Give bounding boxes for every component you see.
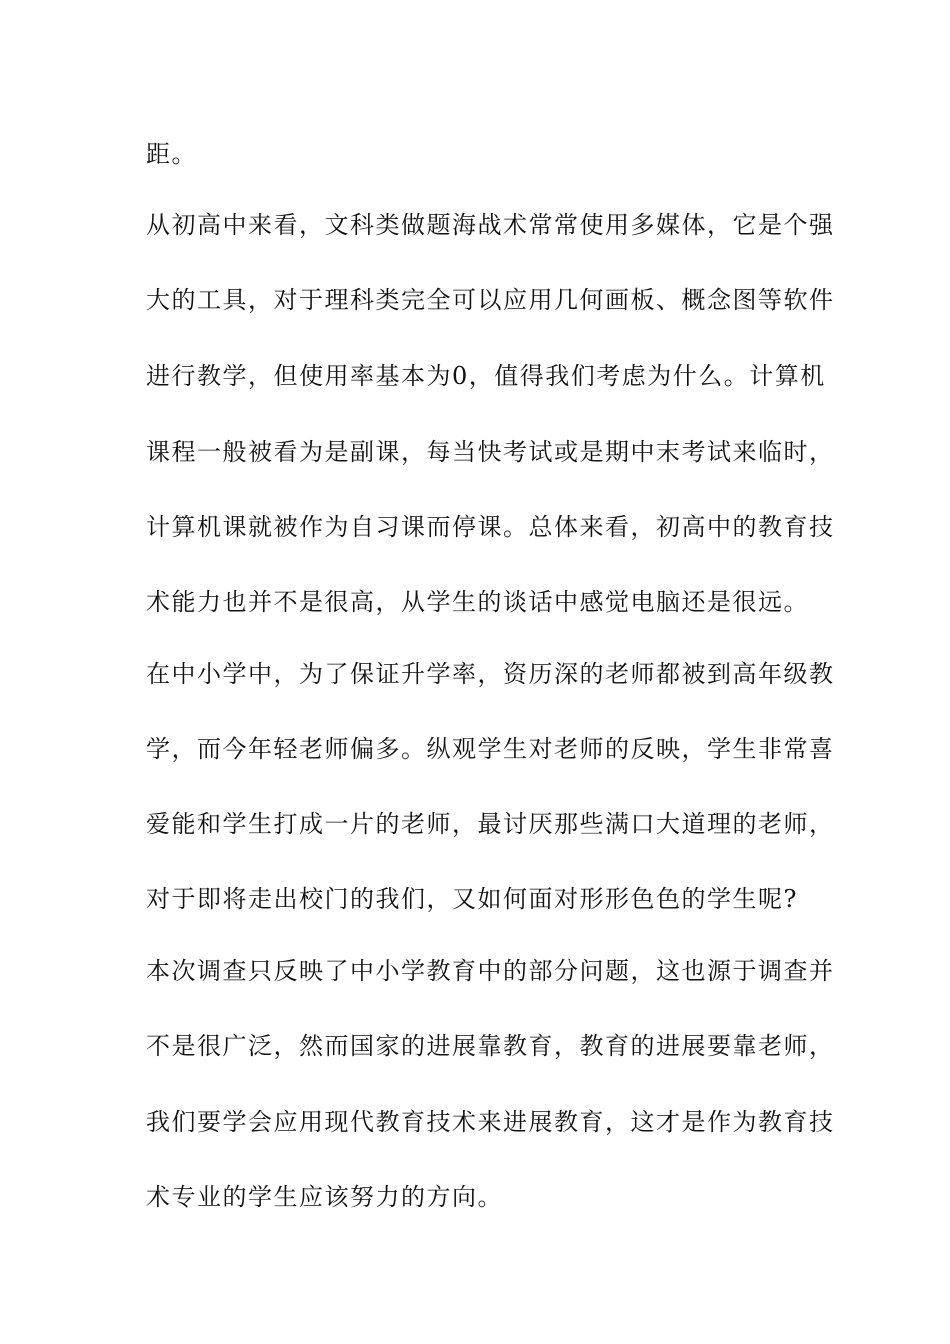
text-line: 术能力也并不是很高，从学生的谈话中感觉电脑还是很远。 (146, 588, 809, 616)
text-line: 爱能和学生打成一片的老师，最讨厌那些满口大道理的老师， (146, 810, 835, 838)
text-line: 不是很广泛，然而国家的进展靠教育，教育的进展要靠老师， (146, 1032, 835, 1060)
text-line: 进行教学，但使用率基本为0，值得我们考虑为什么。计算机 (146, 362, 826, 390)
text-line: 距。 (146, 140, 197, 168)
text-line: 我们要学会应用现代教育技术来进展教育，这才是作为教育技 (146, 1108, 835, 1136)
text-line: 本次调查只反映了中小学教育中的部分问题，这也源于调查并 (146, 957, 835, 985)
text-line: 对于即将走出校门的我们，又如何面对形形色色的学生呢? (146, 885, 798, 913)
text-line: 在中小学中，为了保证升学率，资历深的老师都被到高年级教 (146, 660, 835, 688)
text-line: 从初高中来看，文科类做题海战术常常使用多媒体，它是个强 (146, 211, 835, 239)
text-line: 大的工具，对于理科类完全可以应用几何画板、概念图等软件 (146, 286, 835, 314)
text-line: 学，而今年轻老师偏多。纵观学生对老师的反映，学生非常喜 (146, 735, 835, 763)
text-line: 计算机课就被作为自习课而停课。总体来看，初高中的教育技 (146, 513, 835, 541)
text-line: 课程一般被看为是副课，每当快考试或是期中末考试来临时， (146, 438, 835, 466)
text-line: 术专业的学生应该努力的方向。 (146, 1183, 503, 1211)
